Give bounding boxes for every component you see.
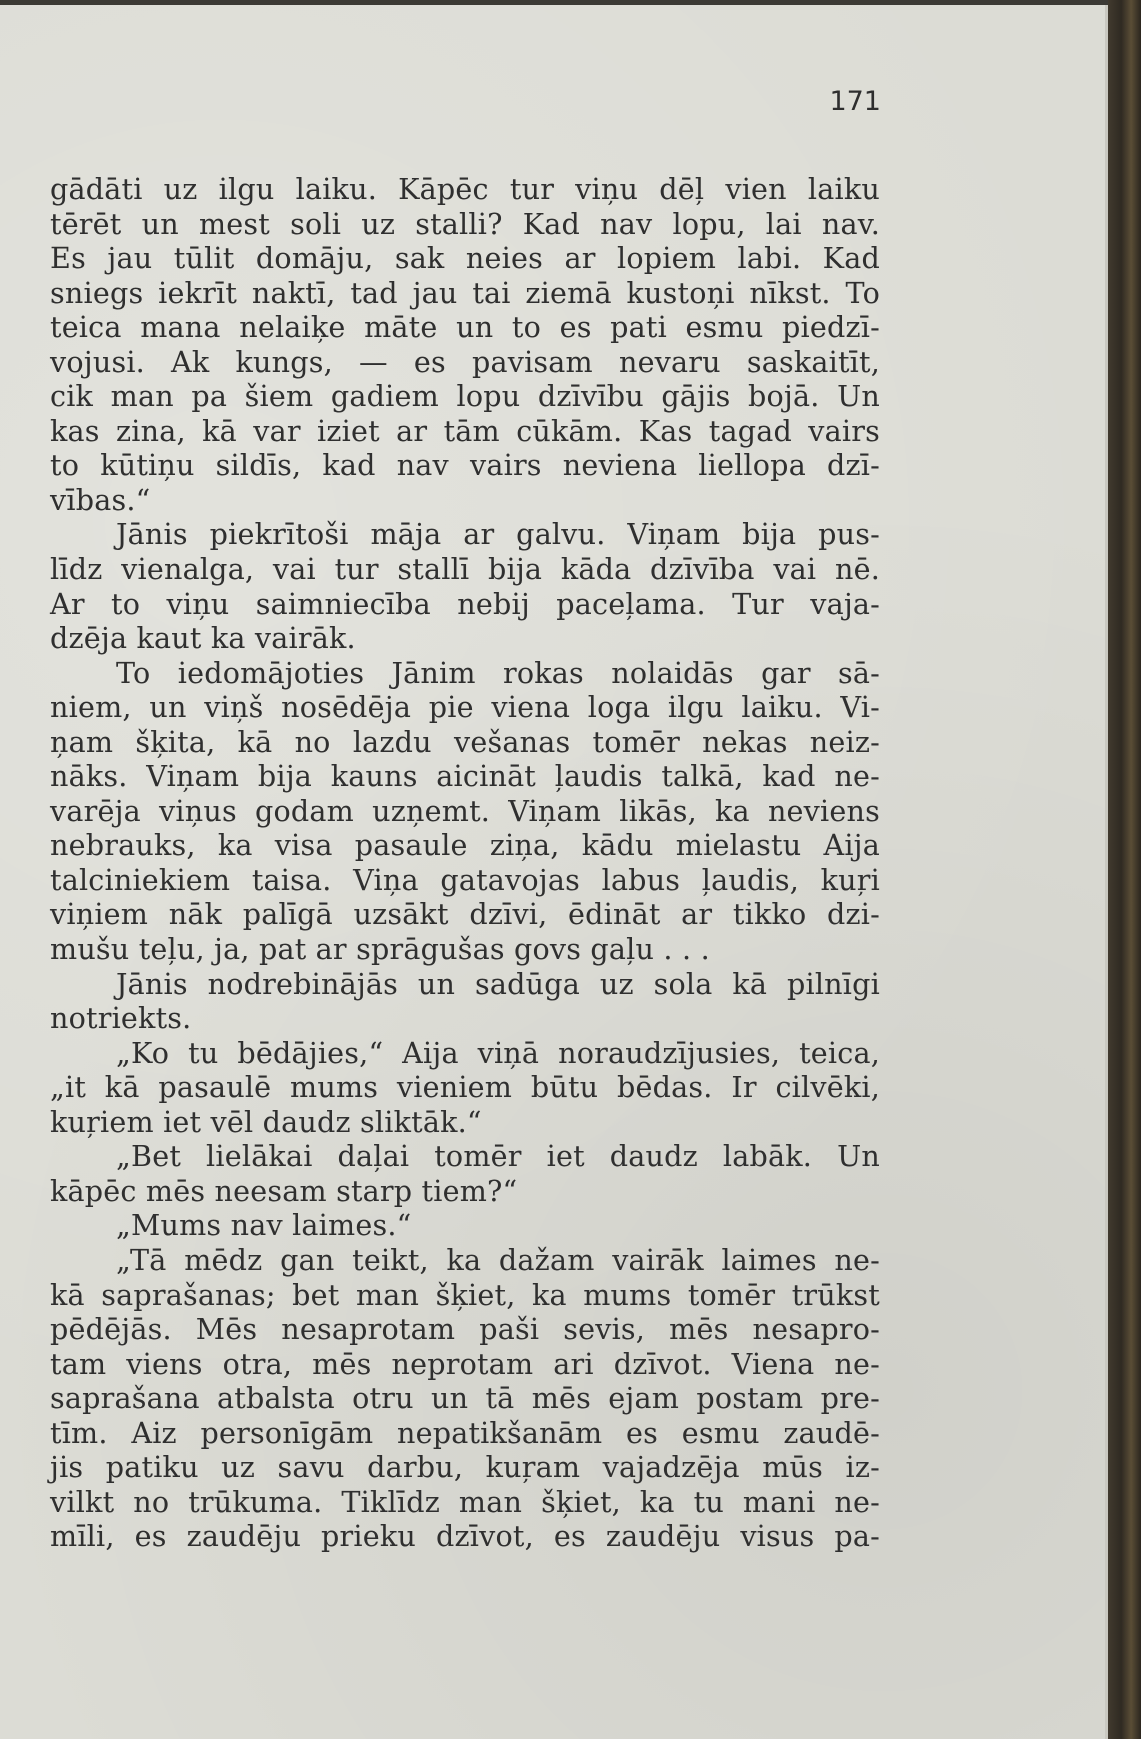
book-spine — [1108, 0, 1141, 1739]
text-line: „Tā mēdz gan teikt, ka dažam vairāk laimes ne- — [116, 1242, 880, 1277]
text-line: tērēt un mest soli uz stalli? Kad nav lopu, lai nav. — [50, 206, 880, 241]
text-line: to kūtiņu sildīs, kad nav vairs neviena liellopa dzī- — [50, 448, 880, 483]
text-line: Ar to viņu saimniecība nebij paceļama. Tur vaja- — [50, 586, 880, 621]
text-line: kā saprašanas; bet man šķiet, ka mums tomēr trūkst — [50, 1277, 880, 1312]
text-line: talciniekiem taisa. Viņa gatavojas labus ļaudis, kuŗi — [50, 862, 880, 897]
text-line: tīm. Aiz personīgām nepatikšanām es esmu zaudē- — [50, 1415, 880, 1450]
text-line: vilkt no trūkuma. Tiklīdz man šķiet, ka tu mani ne- — [50, 1484, 880, 1519]
page-number: 171 — [829, 86, 881, 117]
text-line: kas zina, kā var iziet ar tām cūkām. Kas tagad vairs — [50, 413, 880, 448]
text-line: notriekts. — [50, 1001, 192, 1036]
text-line: cik man pa šiem gadiem lopu dzīvību gājis bojā. Un — [50, 379, 880, 414]
text-line: vojusi. Ak kungs, — es pavisam nevaru saskaitīt, — [50, 344, 880, 379]
text-line: viņiem nāk palīgā uzsākt dzīvi, ēdināt ar tikko dzi- — [50, 897, 880, 932]
text-line: kuŗiem iet vēl daudz sliktāk.“ — [50, 1104, 482, 1139]
text-line: pēdējās. Mēs nesaprotam paši sevis, mēs nesapro- — [50, 1312, 880, 1347]
text-line: „Bet lielākai daļai tomēr iet daudz labāk. Un — [116, 1139, 880, 1174]
text-line: dzēja kaut ka vairāk. — [50, 621, 356, 656]
text-line: varēja viņus godam uzņemt. Viņam likās, ka neviens — [50, 793, 880, 828]
text-line: kāpēc mēs neesam starp tiem?“ — [50, 1173, 518, 1208]
page-top-edge — [0, 0, 1108, 5]
text-line: mīli, es zaudēju prieku dzīvot, es zaudēju visus pa- — [50, 1519, 880, 1554]
text-line: „it kā pasaulē mums vieniem būtu bēdas. Ir cilvēki, — [50, 1070, 880, 1105]
body-text — [50, 172, 880, 1554]
text-line: Jānis piekrītoši māja ar galvu. Viņam bija pus- — [116, 517, 880, 552]
text-line: Jānis nodrebinājās un sadūga uz sola kā pilnīgi — [116, 966, 880, 1001]
text-line: līdz vienalga, vai tur stallī bija kāda dzīvība vai nē. — [50, 552, 880, 587]
text-line: gādāti uz ilgu laiku. Kāpēc tur viņu dēļ vien laiku — [50, 172, 880, 206]
text-line: ņam šķita, kā no lazdu vešanas tomēr nekas neiz- — [50, 724, 880, 759]
text-line: sniegs iekrīt naktī, tad jau tai ziemā kustoņi nīkst. To — [50, 275, 880, 310]
text-line: mušu teļu, ja, pat ar sprāgušas govs gaļu . . . — [50, 932, 710, 967]
text-line: Es jau tūlit domāju, sak neies ar lopiem labi. Kad — [50, 241, 880, 276]
text-line: nebrauks, ka visa pasaule ziņa, kādu mielastu Aija — [50, 828, 880, 863]
text-line: „Mums nav laimes.“ — [116, 1208, 412, 1243]
text-line: To iedomājoties Jānim rokas nolaidās gar sā- — [116, 655, 880, 690]
text-line: nāks. Viņam bija kauns aicināt ļaudis talkā, kad ne- — [50, 759, 880, 794]
text-line: saprašana atbalsta otru un tā mēs ejam postam pre- — [50, 1381, 880, 1416]
text-line: „Ko tu bēdājies,“ Aija viņā noraudzījusies, teica, — [116, 1035, 880, 1070]
text-line: jis patiku uz savu darbu, kuŗam vajadzēja mūs iz- — [50, 1450, 880, 1485]
text-line: teica mana nelaiķe māte un to es pati esmu piedzī- — [50, 310, 880, 345]
text-line: tam viens otra, mēs neprotam ari dzīvot. Viena ne- — [50, 1346, 880, 1381]
text-line: niem, un viņš nosēdēja pie viena loga ilgu laiku. Vi- — [50, 690, 880, 725]
text-line: vības.“ — [50, 482, 151, 517]
